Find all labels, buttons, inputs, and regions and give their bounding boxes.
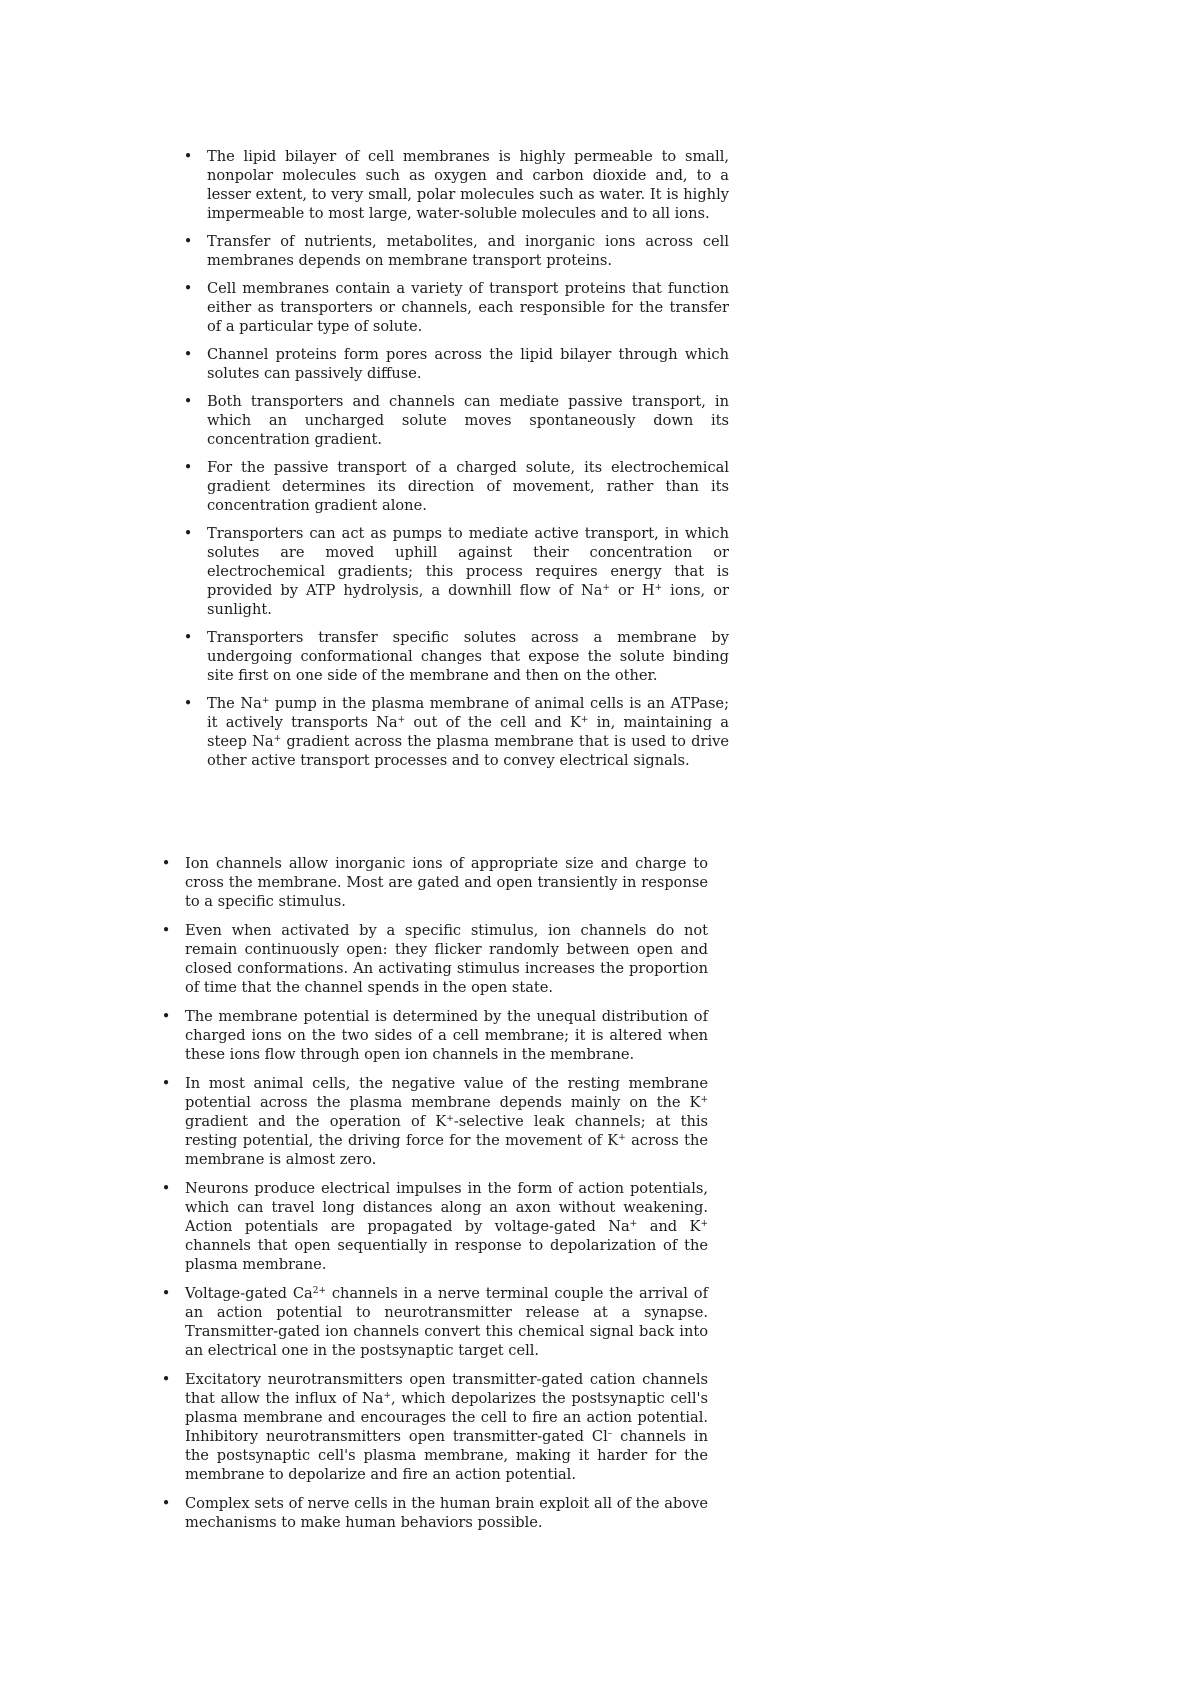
item-text: and K [637, 1218, 701, 1235]
item-text: across the membrane is almost zero. [185, 1132, 708, 1168]
bullet: • [183, 346, 193, 363]
list-item [183, 694, 729, 770]
item-text: ions, or sunlight. [207, 582, 729, 618]
superscript: 2+ [312, 1286, 327, 1296]
list-item [183, 392, 729, 449]
superscript: + [602, 583, 610, 593]
list-item [161, 1179, 708, 1274]
item-text: or H [609, 582, 655, 599]
bullet: • [161, 1371, 171, 1388]
superscript: + [397, 715, 406, 725]
item-text: -selective leak channels; at this resting potential, the driving force for the movement of K [185, 1113, 708, 1149]
bullet: • [161, 1075, 171, 1092]
item-text: Voltage-gated Ca [185, 1285, 313, 1302]
item-text: gradient across the plasma membrane that is used to drive other active transport processes and to convey electrical signals. [207, 733, 730, 769]
list-item [161, 1074, 708, 1169]
item-text: out of the cell and K [405, 714, 581, 731]
item-text: Complex sets of nerve cells in the human brain exploit all of the above mechanisms to make human behaviors possible. [185, 1495, 708, 1531]
item-text: gradient and the operation of K [185, 1113, 447, 1130]
bullet: • [183, 629, 193, 646]
bullet: • [183, 525, 193, 542]
item-text: For the passive transport of a charged solute, its electrochemical gradient determines its direction of movement, rather than its concentration gradient alone. [207, 459, 729, 514]
item-text: Neurons produce electrical impulses in the form of action potentials, which can travel long distances along an axon without weakening. Action potentials are propagated by voltage-gated Na [185, 1180, 708, 1235]
list-item [183, 628, 729, 685]
item-text: channels in a nerve terminal couple the arrival of an action potential to neurotransmitter release at a synapse. Transmitter-gated ion channels convert this chemical signal back into an electrical one in the postsynaptic target cell. [185, 1285, 708, 1359]
list-item [183, 147, 729, 223]
superscript: + [618, 1133, 626, 1143]
list-item [161, 1494, 708, 1532]
item-text: pump in the plasma membrane of animal cells is an ATPase; it actively transports Na [207, 695, 729, 731]
item-text: channels in the postsynaptic cell's plasma membrane, making it harder for the membrane to depolarize and fire an action potential. [185, 1428, 708, 1483]
summary-list-transport [183, 147, 729, 779]
bullet: • [183, 393, 193, 410]
bullet: • [183, 233, 193, 250]
item-text: Excitatory neurotransmitters open transmitter-gated cation channels that allow the influx of Na [185, 1371, 708, 1407]
summary-list-channels [161, 854, 708, 1542]
list-item [183, 345, 729, 383]
superscript: – [607, 1429, 613, 1439]
superscript: + [629, 1219, 638, 1229]
superscript: + [580, 715, 589, 725]
superscript: + [383, 1391, 392, 1401]
item-text: Both transporters and channels can mediate passive transport, in which an uncharged solute moves spontaneously down its concentration gradient. [207, 393, 729, 448]
bullet: • [183, 148, 193, 165]
list-item [183, 524, 729, 619]
bullet: • [161, 1180, 171, 1197]
list-item [161, 854, 708, 911]
item-text: channels that open sequentially in response to depolarization of the plasma membrane. [185, 1237, 708, 1273]
item-text: Transporters transfer specific solutes across a membrane by undergoing conformational changes that expose the solute binding site first on one side of the membrane and then on the other. [207, 629, 729, 684]
item-text: Ion channels allow inorganic ions of appropriate size and charge to cross the membrane. Most are gated and open transiently in response to a specific stimulus. [185, 855, 708, 910]
bullet: • [161, 1285, 171, 1302]
list-item [161, 1284, 708, 1360]
item-text: Transfer of nutrients, metabolites, and inorganic ions across cell membranes depends on membrane transport proteins. [207, 233, 729, 269]
item-text: , which depolarizes the postsynaptic cell's plasma membrane and encourages the cell to fire an action potential. Inhibitory neurotransmitters open transmitter-gated Cl [185, 1390, 708, 1445]
item-text: The Na [207, 695, 262, 712]
superscript: + [700, 1219, 708, 1229]
item-text: The membrane potential is determined by the unequal distribution of charged ions on the two sides of a cell membrane; it is altered when these ions flow through open ion channels in the membrane. [185, 1008, 708, 1063]
item-text: The lipid bilayer of cell membranes is highly permeable to small, nonpolar molecules such as oxygen and carbon dioxide and, to a lesser extent, to very small, polar molecules such as water. It is highly impermeable to most large, water-soluble molecules and to all ions. [207, 148, 729, 222]
bullet: • [183, 695, 193, 712]
item-text: Channel proteins form pores across the lipid bilayer through which solutes can passively diffuse. [207, 346, 729, 382]
superscript: + [273, 734, 282, 744]
superscript: + [261, 696, 270, 706]
list-item [183, 279, 729, 336]
list-item [161, 921, 708, 997]
bullet: • [183, 459, 193, 476]
superscript: + [700, 1095, 708, 1105]
bullet: • [161, 1008, 171, 1025]
item-text: in, maintaining a steep Na [207, 714, 729, 750]
item-text: Cell membranes contain a variety of transport proteins that function either as transporters or channels, each responsible for the transfer of a particular type of solute. [207, 280, 729, 335]
bullet: • [161, 922, 171, 939]
list-item [161, 1007, 708, 1064]
list-item [183, 232, 729, 270]
item-text: In most animal cells, the negative value of the resting membrane potential across the plasma membrane depends mainly on the K [185, 1075, 708, 1111]
bullet: • [161, 855, 171, 872]
item-text: Even when activated by a specific stimulus, ion channels do not remain continuously open: they flicker randomly between open and closed conformations. An activating stimulus increases the proportion of time that the channel spends in the open state. [185, 922, 708, 996]
superscript: + [654, 583, 663, 593]
item-text: Transporters can act as pumps to mediate active transport, in which solutes are moved uphill against their concentration or electrochemical gradients; this process requires energy that is provided by ATP hydrolysis, a downhill flow of Na [207, 525, 729, 599]
list-item [161, 1370, 708, 1484]
bullet: • [161, 1495, 171, 1512]
list-item [183, 458, 729, 515]
superscript: + [446, 1114, 454, 1124]
bullet: • [183, 280, 193, 297]
